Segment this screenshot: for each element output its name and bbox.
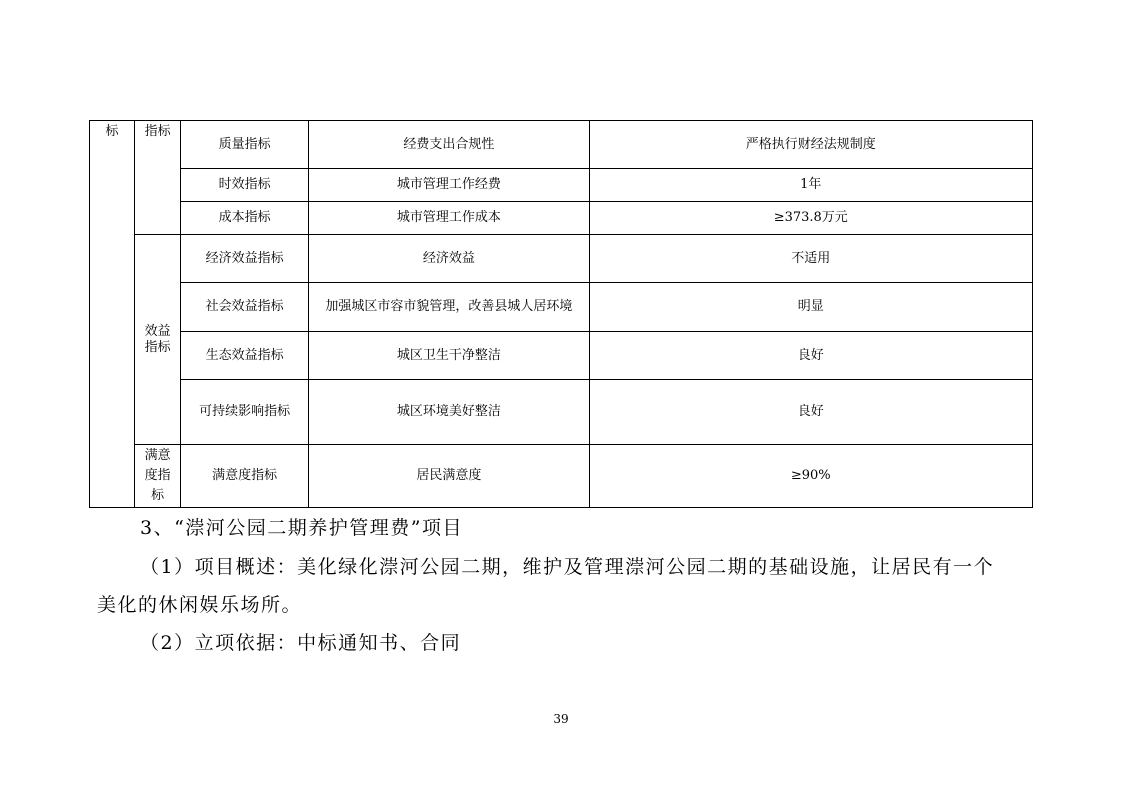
value-cell: 良好 bbox=[589, 380, 1032, 445]
performance-indicator-table bbox=[89, 120, 1033, 508]
table-row bbox=[90, 235, 1033, 283]
table-row bbox=[90, 202, 1033, 235]
item-cell: 经费支出合规性 bbox=[309, 121, 589, 169]
value-cell: 明显 bbox=[589, 283, 1032, 332]
value-cell: 1年 bbox=[589, 169, 1032, 202]
item-cell: 城区卫生干净整洁 bbox=[309, 332, 589, 380]
indicator-cell: 可持续影响指标 bbox=[181, 380, 309, 445]
indicator-cell: 时效指标 bbox=[181, 169, 309, 202]
value-cell: ≥90% bbox=[589, 445, 1032, 508]
table-row bbox=[90, 380, 1033, 445]
table-row bbox=[90, 121, 1033, 169]
output-group-label: 指标 bbox=[135, 121, 181, 235]
indicator-cell: 经济效益指标 bbox=[181, 235, 309, 283]
indicator-cell: 社会效益指标 bbox=[181, 283, 309, 332]
section-heading: 3、“漴河公园二期养护管理费”项目 bbox=[140, 517, 464, 539]
value-cell: 严格执行财经法规制度 bbox=[589, 121, 1032, 169]
item-cell: 城区环境美好整洁 bbox=[309, 380, 589, 445]
item-cell: 城市管理工作经费 bbox=[309, 169, 589, 202]
value-cell: ≥373.8万元 bbox=[589, 202, 1032, 235]
level1-cell: 标 bbox=[90, 121, 135, 508]
overview-paragraph-line1: （1）项目概述：美化绿化漴河公园二期，维护及管理漴河公园二期的基础设施，让居民有一个 bbox=[140, 556, 995, 578]
table-row bbox=[90, 332, 1033, 380]
satisfaction-group-label: 满意度指标 bbox=[135, 445, 181, 508]
item-cell: 经济效益 bbox=[309, 235, 589, 283]
overview-paragraph-line2: 美化的休闲娱乐场所。 bbox=[97, 594, 303, 616]
indicator-cell: 成本指标 bbox=[181, 202, 309, 235]
indicator-cell: 生态效益指标 bbox=[181, 332, 309, 380]
indicator-cell: 满意度指标 bbox=[181, 445, 309, 508]
table-row bbox=[90, 169, 1033, 202]
page-number: 39 bbox=[553, 712, 569, 726]
item-cell: 城市管理工作成本 bbox=[309, 202, 589, 235]
item-cell: 居民满意度 bbox=[309, 445, 589, 508]
basis-paragraph: （2）立项依据：中标通知书、合同 bbox=[140, 632, 462, 654]
benefit-group-label: 效益指标 bbox=[135, 235, 181, 445]
table-row bbox=[90, 283, 1033, 332]
table-row bbox=[90, 445, 1033, 508]
item-cell: 加强城区市容市貌管理，改善县城人居环境 bbox=[309, 283, 589, 332]
value-cell: 良好 bbox=[589, 332, 1032, 380]
indicator-cell: 质量指标 bbox=[181, 121, 309, 169]
value-cell: 不适用 bbox=[589, 235, 1032, 283]
